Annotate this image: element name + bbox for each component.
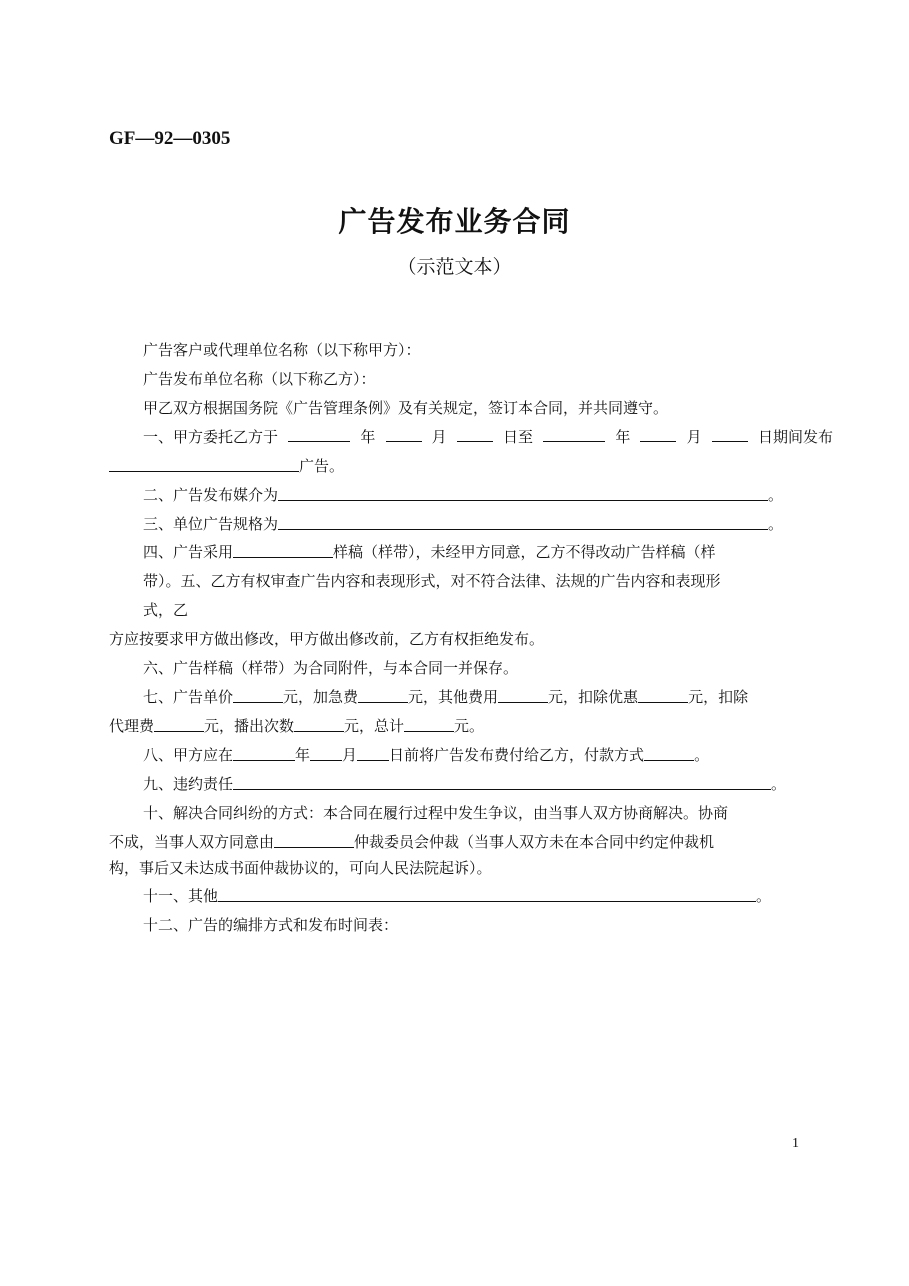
clause-1-line-1: 一、甲方委托乙方于 年 月 日至 年 月 日期间发布 <box>143 428 833 446</box>
blank-discount[interactable] <box>638 688 688 703</box>
clause-6: 六、广告样稿（样带）为合同附件，与本合同一并保存。 <box>143 659 519 677</box>
clause-4-line-2: 带）。五、乙方有权审查广告内容和表现形式，对不符合法律、法规的广告内容和表现形 <box>143 572 721 590</box>
blank-pay-method[interactable] <box>644 746 694 761</box>
clause-4-line-3: 式，乙 <box>143 601 189 619</box>
blank-end-year[interactable] <box>543 427 605 442</box>
document-title: 广告发布业务合同 <box>338 205 571 238</box>
blank-start-day[interactable] <box>457 427 493 442</box>
clause-3: 三、单位广告规格为 。 <box>143 515 784 533</box>
party-a-line: 广告客户或代理单位名称（以下称甲方）： <box>143 341 421 359</box>
blank-start-month[interactable] <box>386 427 422 442</box>
blank-unit-price[interactable] <box>233 688 283 703</box>
blank-rush-fee[interactable] <box>358 688 408 703</box>
contract-code: GF—92—0305 <box>109 128 231 149</box>
document-subtitle: （示范文本） <box>397 256 512 278</box>
blank-pay-month[interactable] <box>310 746 342 761</box>
clause-10-line-2: 不成，当事人双方同意由 仲裁委员会仲裁（当事人双方未在本合同中约定仲裁机 <box>109 833 715 851</box>
blank-total[interactable] <box>404 717 454 732</box>
blank-breach[interactable] <box>233 775 771 790</box>
clause-9: 九、违约责任 。 <box>143 775 787 793</box>
clause-7-line-1: 七、广告单价 元，加急费 元，其他费用 元，扣除优惠 元，扣除 <box>143 688 749 706</box>
preamble: 甲乙双方根据国务院《广告管理条例》及有关规定，签订本合同，并共同遵守。 <box>143 399 669 417</box>
blank-broadcast-count[interactable] <box>294 717 344 732</box>
clause-1-line-2: 广告。 <box>109 456 799 476</box>
blank-agency-fee[interactable] <box>154 717 204 732</box>
clause-4-line-1: 四、广告采用 样稿（样带），未经甲方同意，乙方不得改动广告样稿（样 <box>143 543 716 561</box>
blank-other[interactable] <box>218 887 756 902</box>
clause-10-line-3: 构，事后又未达成书面仲裁协议的，可向人民法院起诉）。 <box>109 859 492 877</box>
clause-8: 八、甲方应在 年 月 日前将广告发布费付给乙方，付款方式 。 <box>143 746 710 764</box>
clause-12: 十二、广告的编排方式和发布时间表： <box>143 916 399 934</box>
page-number: 1 <box>792 1136 799 1151</box>
blank-pay-year[interactable] <box>233 746 295 761</box>
clause-7-line-2: 代理费 元，播出次数 元，总计 元。 <box>109 717 485 735</box>
blank-ad-name[interactable] <box>109 457 299 472</box>
blank-end-month[interactable] <box>640 427 676 442</box>
blank-sample-type[interactable] <box>233 543 333 558</box>
blank-media[interactable] <box>278 486 768 501</box>
blank-pay-day[interactable] <box>357 746 389 761</box>
clause-2: 二、广告发布媒介为 。 <box>143 486 784 504</box>
blank-end-day[interactable] <box>712 427 748 442</box>
party-b-line: 广告发布单位名称（以下称乙方）： <box>143 370 376 388</box>
clause-11: 十一、其他 。 <box>143 887 772 905</box>
blank-ad-size[interactable] <box>278 515 768 530</box>
clause-10-line-1: 十、解决合同纠纷的方式：本合同在履行过程中发生争议，由当事人双方协商解决。协商 <box>143 804 729 822</box>
clause-4-line-4: 方应按要求甲方做出修改，甲方做出修改前，乙方有权拒绝发布。 <box>109 630 545 648</box>
blank-arbitration[interactable] <box>274 833 354 848</box>
blank-other-fee[interactable] <box>498 688 548 703</box>
blank-start-year[interactable] <box>288 427 350 442</box>
